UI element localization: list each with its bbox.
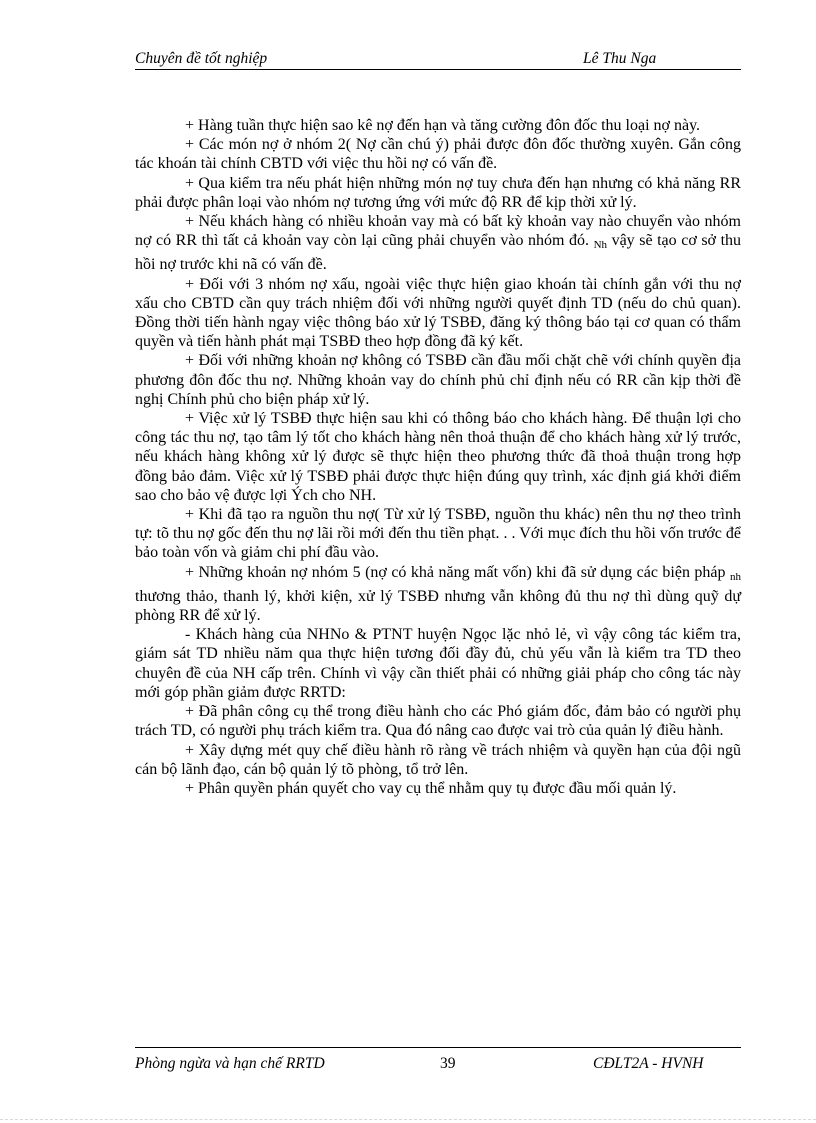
paragraph-13: + Phân quyền phán quyết cho vay cụ thể nhằm quy tụ được đầu mối quản lý. bbox=[185, 779, 677, 797]
paragraph-4 bbox=[135, 212, 741, 275]
page-number: 39 bbox=[440, 1055, 456, 1072]
paragraph-2: + Các món nợ ở nhóm 2( Nợ cần chú ý) phải được đôn đốc thường xuyên. Gắn công tác khoán tài chính CBTD với việc thu hồi nợ có vấn đề. bbox=[135, 136, 741, 173]
paragraph-8: + Khi đã tạo ra nguồn thu nợ( Từ xử lý TSBĐ, nguồn thu khác) nên thu nợ theo trình tự: tõ thu nợ gốc đến thu nợ lãi rồi mới đến thu tiền phạt. . . Với mục đích thu hồi vốn trước để bảo toàn vốn và giảm chi phí đầu vào. bbox=[135, 506, 741, 562]
paragraph-3: + Qua kiểm tra nếu phát hiện những món nợ tuy chưa đến hạn nhưng có khả năng RR phải được phân loại vào nhóm nợ tương ứng với mức độ RR để kịp thời xử lý. bbox=[135, 174, 741, 211]
paragraph-12: + Xây dựng mét quy chế điều hành rõ ràng về trách nhiệm và quyền hạn của đội ngũ cán bộ lãnh đạo, cán bộ quản lý tõ phòng, tổ trở lên. bbox=[135, 741, 741, 778]
paragraph-10: - Khách hàng của NHNo & PTNT huyện Ngọc lặc nhỏ lẻ, vì vậy công tác kiểm tra, giám sát TD nhiều năm qua thực hiện tương đối đầy đủ, chủ yếu vẫn là kiểm tra TD theo chuyên đề của NH cấp trên. Chính vì vậy cần thiết phải có những giải pháp cho công tác này mới góp phần giảm được RRTD: bbox=[135, 626, 741, 701]
paragraph-4-part-1: + Nếu khách hàng có nhiều khoản vay mà có bất kỳ khoản vay nào chuyển vào nhóm nợ có RR thì tất cả khoản vay còn lại cũng phải chuyển vào nhóm đó. bbox=[135, 213, 741, 250]
footer-class-code: CĐLT2A - HVNH bbox=[593, 1055, 704, 1072]
header-author: Lê Thu Nga bbox=[583, 50, 657, 67]
header-doc-title: Chuyên đề tốt nghiệp bbox=[135, 50, 268, 67]
paragraph-1: + Hàng tuần thực hiện sao kê nợ đến hạn và tăng cường đôn đốc thu loại nợ này. bbox=[185, 117, 701, 134]
document-body bbox=[135, 116, 741, 798]
paragraph-11: + Đã phân công cụ thể trong điều hành cho các Phó giám đốc, đảm bảo có người phụ trách TD, có người phụ trách kiểm tra. Qua đó nâng cao được vai trò của quản lý điều hành. bbox=[135, 703, 741, 740]
paragraph-9-part-2: thương thảo, thanh lý, khởi kiện, xử lý TSBĐ nhưng vẫn không đủ thu nợ thì dùng quỹ dự phòng RR để xử lý. bbox=[135, 587, 741, 625]
paragraph-4-inserted-nh: Nh bbox=[593, 239, 608, 252]
footer-topic: Phòng ngừa và hạn chế RRTD bbox=[135, 1055, 325, 1072]
paragraph-7: + Việc xử lý TSBĐ thực hiện sau khi có thông báo cho khách hàng. Để thuận lợi cho công tác thu nợ, tạo tâm lý tốt cho khách hàng nên thoả thuận để cho khách hàng xử lý trước, nếu khách hàng không xử lý được sẽ thực hiện theo phương thức đã thoả thuận trong hợp đồng bảo đảm. Việc xử lý TSBĐ phải được thực hiện đúng quy trình, xác định giá khởi điểm sao cho bảo vệ được lợi Ých cho NH. bbox=[135, 410, 741, 504]
footer-rule bbox=[135, 1047, 741, 1048]
page-bottom-edge bbox=[0, 1119, 816, 1120]
paragraph-6: + Đối với những khoản nợ không có TSBĐ cần đầu mối chặt chẽ với chính quyền địa phương đôn đốc thu nợ. Những khoản vay do chính phủ chỉ định nếu có RR cần kịp thời đề nghị Chính phủ cho biện pháp xử lý. bbox=[135, 352, 741, 408]
paragraph-5: + Đối với 3 nhóm nợ xấu, ngoài việc thực hiện giao khoán tài chính gắn với thu nợ xấu cho CBTD cần quy trách nhiệm đối với những người quyết định TD (nếu do chủ quan). Đồng thời tiến hành ngay việc thông báo xử lý TSBĐ, đăng ký thông báo tại cơ quan có thẩm quyền và tiến hành phát mại TSBĐ theo hợp đồng đã ký kết. bbox=[135, 275, 741, 351]
paragraph-4-part-2: vậy sẽ tạo cơ sở thu hồi nợ trước khi nã có vấn đề. bbox=[135, 232, 742, 274]
paragraph-9-inserted-nh: nh bbox=[730, 570, 742, 583]
paragraph-9-part-1: + Những khoản nợ nhóm 5 (nợ có khả năng mất vốn) khi đã sử dụng các biện pháp bbox=[185, 563, 726, 581]
paragraph-9 bbox=[135, 563, 741, 626]
header-rule bbox=[135, 69, 741, 70]
